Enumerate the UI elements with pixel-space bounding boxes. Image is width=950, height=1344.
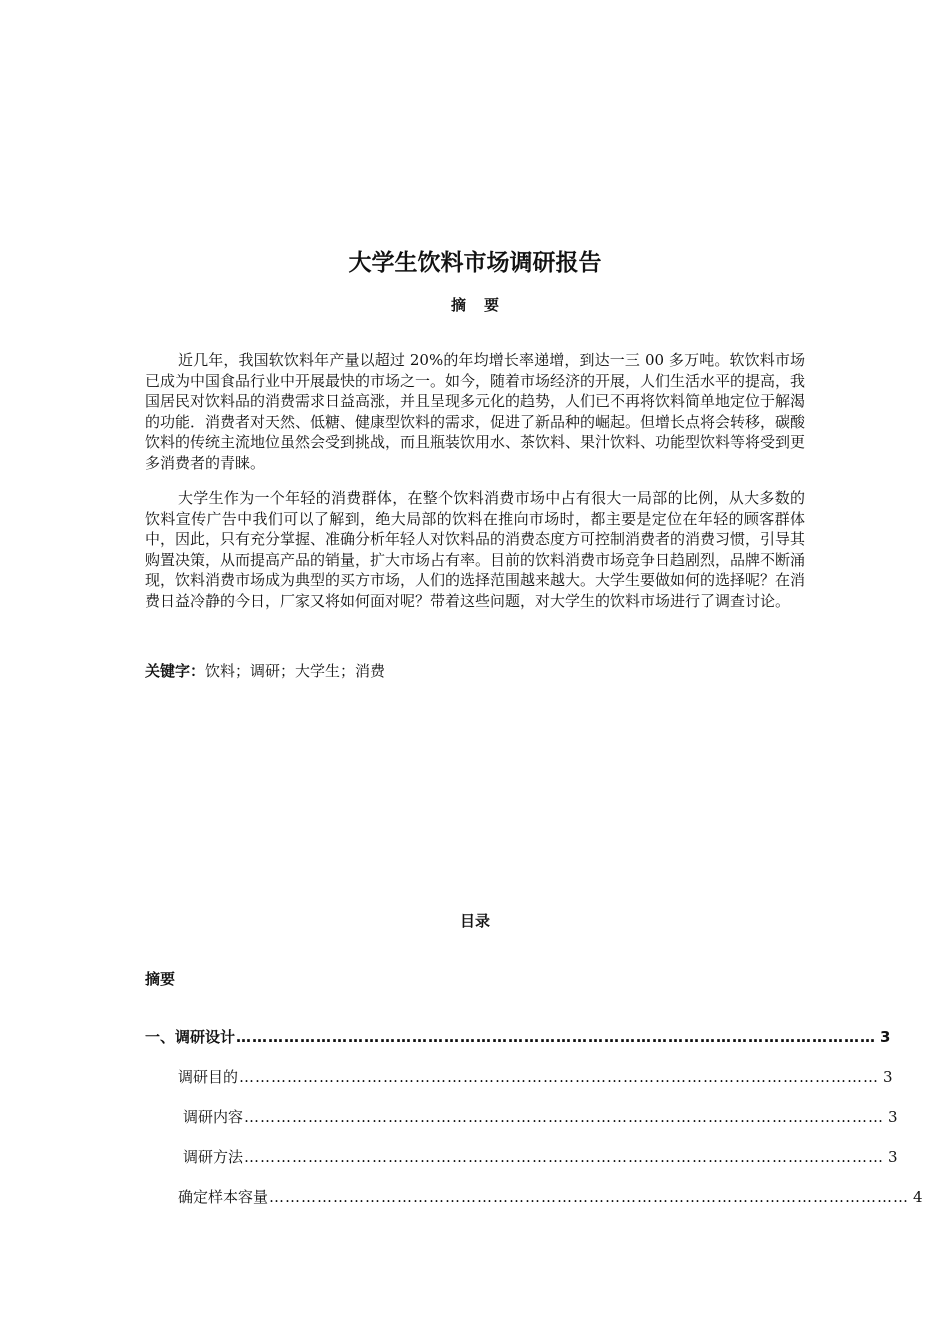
toc-entry-page: 3	[888, 1108, 898, 1126]
toc-entry-page: 4	[913, 1188, 923, 1206]
abstract-paragraph-1: 近几年，我国软饮料年产量以超过 20%的年均增长率递增，到达一三 00 多万吨。软饮料市场已成为中国食品行业中开展最快的市场之一。如今，随着市场经济的开展，人们生活水平的提高，我国居民对饮料品的消费需求日益高涨，并且呈现多元化的趋势，人们已不再将饮料简单地定位于解渴的功能．消费者对天然、低糖、健康型饮料的需求，促进了新品种的崛起。但增长点将会转移，碳酸饮料的传统主流地位虽然会受到挑战，而且瓶装饮用水、茶饮料、果汁饮料、功能型饮料等将受到更多消费者的青睐。	[145, 351, 806, 472]
toc-entry-page: 3	[883, 1068, 893, 1086]
toc-entry	[183, 1106, 898, 1128]
toc-entry	[178, 1066, 893, 1088]
toc-entry-label: 确定样本容量	[178, 1188, 269, 1206]
toc-entry-page: 3	[880, 1028, 891, 1046]
toc-entry-label: 调研目的	[178, 1068, 239, 1086]
keywords-label: 关键字：	[145, 662, 206, 680]
toc-leader-dots: …………………………………………………………………………………………………………	[236, 1028, 877, 1046]
toc-leader-dots: …………………………………………………………………………………………………………	[269, 1188, 910, 1206]
toc-leader-dots: …………………………………………………………………………………………………………	[244, 1108, 885, 1126]
toc-summary-entry: 摘要	[145, 970, 176, 988]
toc-entry-page: 3	[888, 1148, 898, 1166]
abstract-heading: 摘要	[450, 296, 517, 314]
toc-entry-label: 一、调研设计	[145, 1028, 236, 1046]
toc-entry	[145, 1026, 891, 1048]
toc-entry-label: 调研方法	[183, 1148, 244, 1166]
toc-leader-dots: …………………………………………………………………………………………………………	[244, 1148, 885, 1166]
toc-entry	[178, 1186, 923, 1208]
toc-heading: 目录	[459, 912, 490, 930]
abstract-paragraph-2: 大学生作为一个年轻的消费群体，在整个饮料消费市场中占有很大一局部的比例，从大多数的饮料宣传广告中我们可以了解到，绝大局部的饮料在推向市场时，都主要是定位在年轻的顾客群体中，因此，只有充分掌握、准确分析年轻人对饮料品的消费态度方可控制消费者的消费习惯，引导其购置决策，从而提高产品的销量，扩大市场占有率。目前的饮料消费市场竞争日趋剧烈，品牌不断涌现，饮料消费市场成为典型的买方市场，人们的选择范围越来越大。大学生要做如何的选择呢？在消费日益冷静的今日，厂家又将如何面对呢？带着这些问题，对大学生的饮料市场进行了调查讨论。	[145, 489, 806, 610]
keywords-value: 饮料；调研；大学生；消费	[205, 662, 386, 680]
keywords-line	[145, 661, 385, 681]
toc-entry	[183, 1146, 898, 1168]
toc-entry-label: 调研内容	[183, 1108, 244, 1126]
document-title: 大学生饮料市场调研报告	[348, 250, 602, 276]
toc-leader-dots: …………………………………………………………………………………………………………	[239, 1068, 880, 1086]
